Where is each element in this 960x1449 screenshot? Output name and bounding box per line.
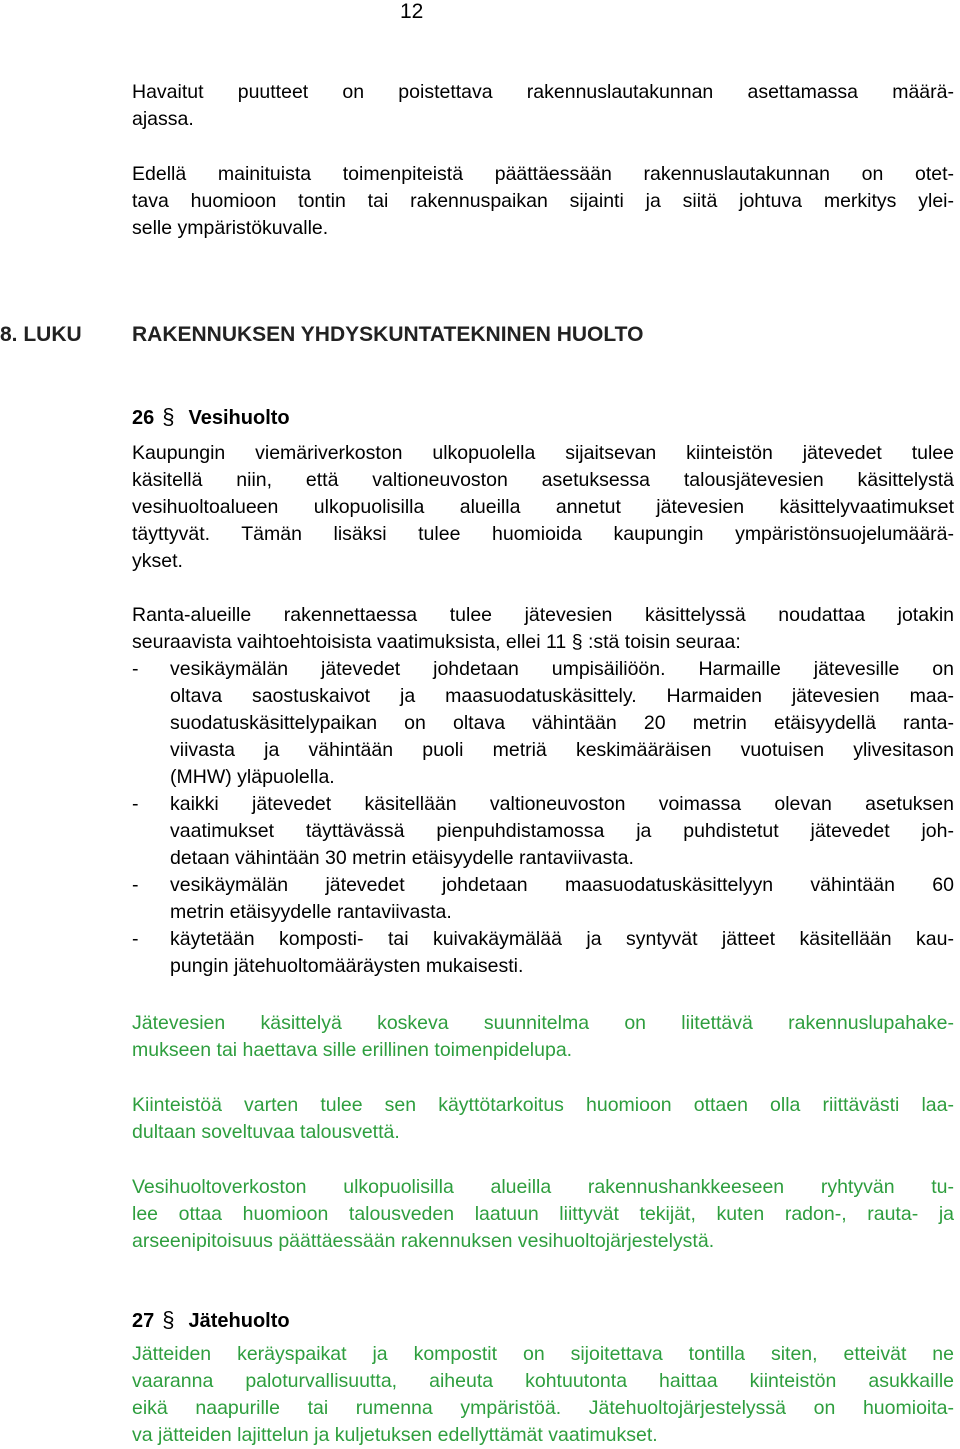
text-line: käsitellä niin, että valtioneuvoston asetuksessa talousjätevesien käsittelystä <box>132 469 954 491</box>
list-item <box>132 872 954 926</box>
text-line: seuraavista vaihtoehtoisista vaatimuksista, ellei 11 § :stä toisin seuraa: <box>132 631 741 653</box>
text-line: suodatuskäsittelypaikan on oltava vähintään 20 metrin etäisyydellä ranta- <box>170 712 954 734</box>
chapter-title: RAKENNUKSEN YHDYSKUNTATEKNINEN HUOLTO <box>132 323 644 346</box>
section-symbol: § <box>162 404 175 429</box>
requirements-list <box>132 656 954 980</box>
text-line: käytetään komposti- tai kuivakäymälää ja syntyvät jätteet käsitellään kau- <box>170 928 954 950</box>
text-line: täyttyvät. Tämän lisäksi tulee huomioida kaupungin ympäristönsuojelumäärä- <box>132 523 954 545</box>
green-paragraph-waste-collection <box>132 1341 954 1449</box>
text-line: metrin etäisyydelle rantaviivasta. <box>170 901 452 923</box>
page-number: 12 <box>400 0 424 23</box>
section-title: Jätehuolto <box>188 1310 290 1332</box>
text-line: ykset. <box>132 550 183 572</box>
list-dash: - <box>132 658 139 680</box>
text-line: Jätteiden keräyspaikat ja kompostit on sijoitettava tontilla siten, etteivät ne <box>132 1343 954 1365</box>
section-symbol: § <box>162 1307 175 1332</box>
section-number: 26 <box>132 407 155 429</box>
text-line: detaan vähintään 30 metrin etäisyydelle rantaviivasta. <box>170 847 634 869</box>
text-line: vesikäymälän jätevedet johdetaan maasuodatuskäsittelyyn vähintään 60 <box>170 874 954 896</box>
section-number: 27 <box>132 1310 155 1332</box>
green-paragraph-wastewater-plan <box>132 1010 954 1064</box>
text-line: pungin jätehuoltomääräysten mukaisesti. <box>170 955 524 977</box>
section-27-heading <box>132 1306 290 1335</box>
text-line: Jätevesien käsittelyä koskeva suunnitelma on liitettävä rakennuslupahake- <box>132 1012 954 1034</box>
list-item <box>132 656 954 791</box>
section-title: Vesihuolto <box>188 407 290 429</box>
text-line: (MHW) yläpuolella. <box>170 766 335 788</box>
text-line: eikä naapurille tai rumenna ympäristöä. Jätehuoltojärjestelyssä on huomioita- <box>132 1397 954 1419</box>
text-line: vaaranna paloturvallisuutta, aiheuta kohtuutonta haittaa kiinteistön asukkaille <box>132 1370 954 1392</box>
green-paragraph-drinking-water <box>132 1092 954 1146</box>
list-dash: - <box>132 928 139 950</box>
text-line: Havaitut puutteet on poistettava rakennuslautakunnan asettamassa määrä- <box>132 81 954 103</box>
text-line: Ranta-alueille rakennettaessa tulee jätevesien käsittelyssä noudattaa jotakin <box>132 604 954 626</box>
list-item <box>132 791 954 872</box>
text-line: oltava saostuskaivot ja maasuodatuskäsittely. Harmaiden jätevesien maa- <box>170 685 954 707</box>
text-line: Vesihuoltoverkoston ulkopuolisilla alueilla rakennushankkeeseen ryhtyvän tu- <box>132 1176 954 1198</box>
text-line: Kaupungin viemäriverkoston ulkopuolella sijaitsevan kiinteistön jätevedet tulee <box>132 442 954 464</box>
list-item <box>132 926 954 980</box>
text-line: lee ottaa huomioon talousveden laatuun liittyvät tekijät, kuten radon-, rauta- ja <box>132 1203 954 1225</box>
text-line: mukseen tai haettava sille erillinen toimenpidelupa. <box>132 1039 573 1061</box>
text-line: ajassa. <box>132 108 194 130</box>
text-line: va jätteiden lajittelun ja kuljetuksen edellyttämät vaatimukset. <box>132 1424 658 1446</box>
text-line: arseenipitoisuus päättäessään rakennuksen vesihuoltojärjestelystä. <box>132 1230 715 1252</box>
intro-paragraph-1 <box>132 79 954 133</box>
text-line: viivasta ja vähintään puoli metriä keskimääräisen vuotuisen ylivesitason <box>170 739 954 761</box>
text-line: vaatimukset täyttävässä pienpuhdistamossa ja puhdistetut jätevedet joh- <box>170 820 954 842</box>
text-line: Edellä mainituista toimenpiteistä päättäessään rakennuslautakunnan on otet- <box>132 163 954 185</box>
section-26-heading <box>132 403 290 432</box>
section-26-paragraph-2 <box>132 602 954 656</box>
text-line: tava huomioon tontin tai rakennuspaikan sijainti ja siitä johtuva merkitys ylei- <box>132 190 954 212</box>
green-paragraph-water-quality <box>132 1174 954 1255</box>
chapter-number: 8. LUKU <box>0 323 82 346</box>
list-dash: - <box>132 793 139 815</box>
list-dash: - <box>132 874 139 896</box>
text-line: vesikäymälän jätevedet johdetaan umpisäiliöön. Harmaille jätevesille on <box>170 658 954 680</box>
text-line: selle ympäristökuvalle. <box>132 217 329 239</box>
text-line: Kiinteistöä varten tulee sen käyttötarkoitus huomioon ottaen olla riittävästi laa- <box>132 1094 954 1116</box>
intro-paragraph-2 <box>132 161 954 242</box>
text-line: kaikki jätevedet käsitellään valtioneuvoston voimassa olevan asetuksen <box>170 793 954 815</box>
section-26-paragraph-1 <box>132 440 954 575</box>
text-line: dultaan soveltuvaa talousvettä. <box>132 1121 400 1143</box>
text-line: vesihuoltoalueen ulkopuolisilla alueilla annetut jätevesien käsittelyvaatimukset <box>132 496 954 518</box>
